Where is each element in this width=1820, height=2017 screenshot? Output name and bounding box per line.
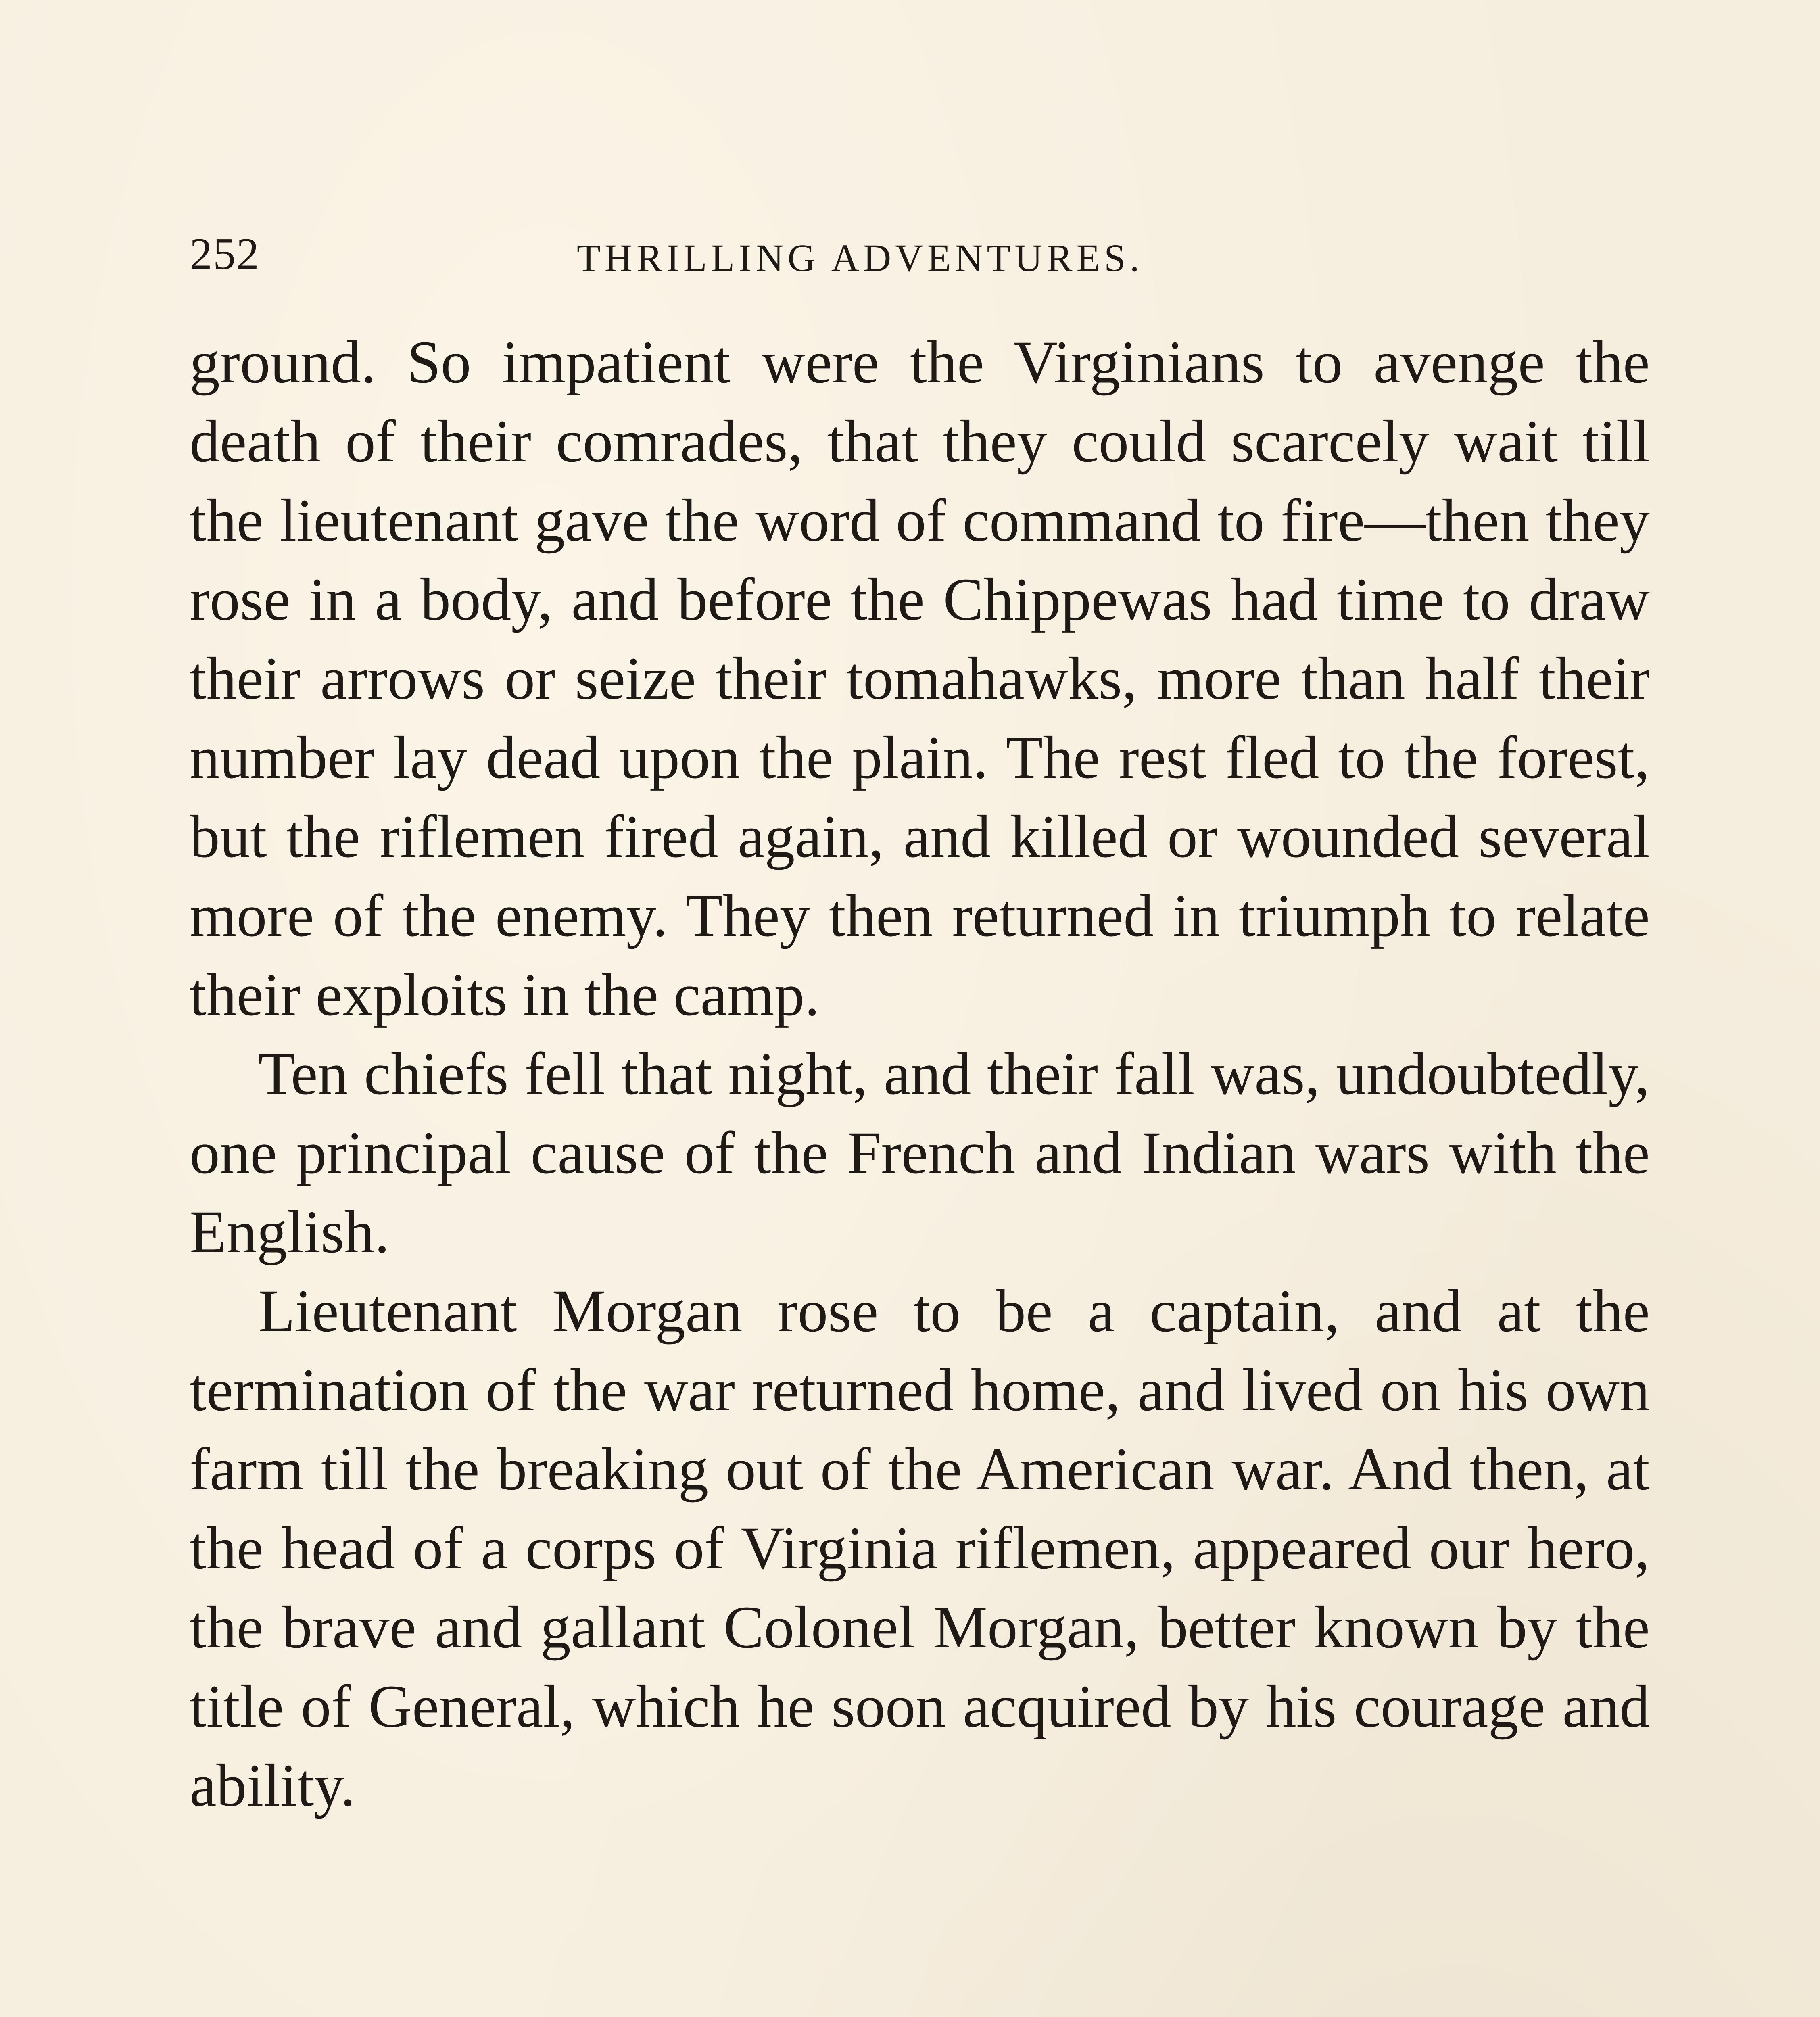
running-title: THRILLING ADVENTURES. [577,236,1144,280]
paragraph-1: ground. So impatient were the Virginians to avenge the death of their comrades, that they could scarcely wait till the lieutenant gave the word of command to fire—then they rose in a body, and before the Chippewas had time to draw their arrows or seize their tomahawks, more than half their number lay dead upon the plain. The rest fled to the forest, but the riflemen fired again, and killed or wounded several more of the enemy. They then returned in triumph to relate their exploits in the camp. [190,329,1650,1028]
paragraph-2: Ten chiefs fell that night, and their fall was, undoubtedly, one principal cause of the French and Indian wars with the English. [190,1040,1650,1265]
body-text [190,323,1650,1825]
paragraph-3: Lieutenant Morgan rose to be a captain, and at the termination of the war returned home, and lived on his own farm till the breaking out of the American war. And then, at the head of a corps of Virginia riflemen, appeared our hero, the brave and gallant Colonel Morgan, better known by the title of General, which he soon acquired by his courage and ability. [190,1278,1650,1819]
page-number: 252 [190,229,260,279]
engraving-native-figures-icon [653,1997,1259,2017]
running-header [190,226,1650,282]
